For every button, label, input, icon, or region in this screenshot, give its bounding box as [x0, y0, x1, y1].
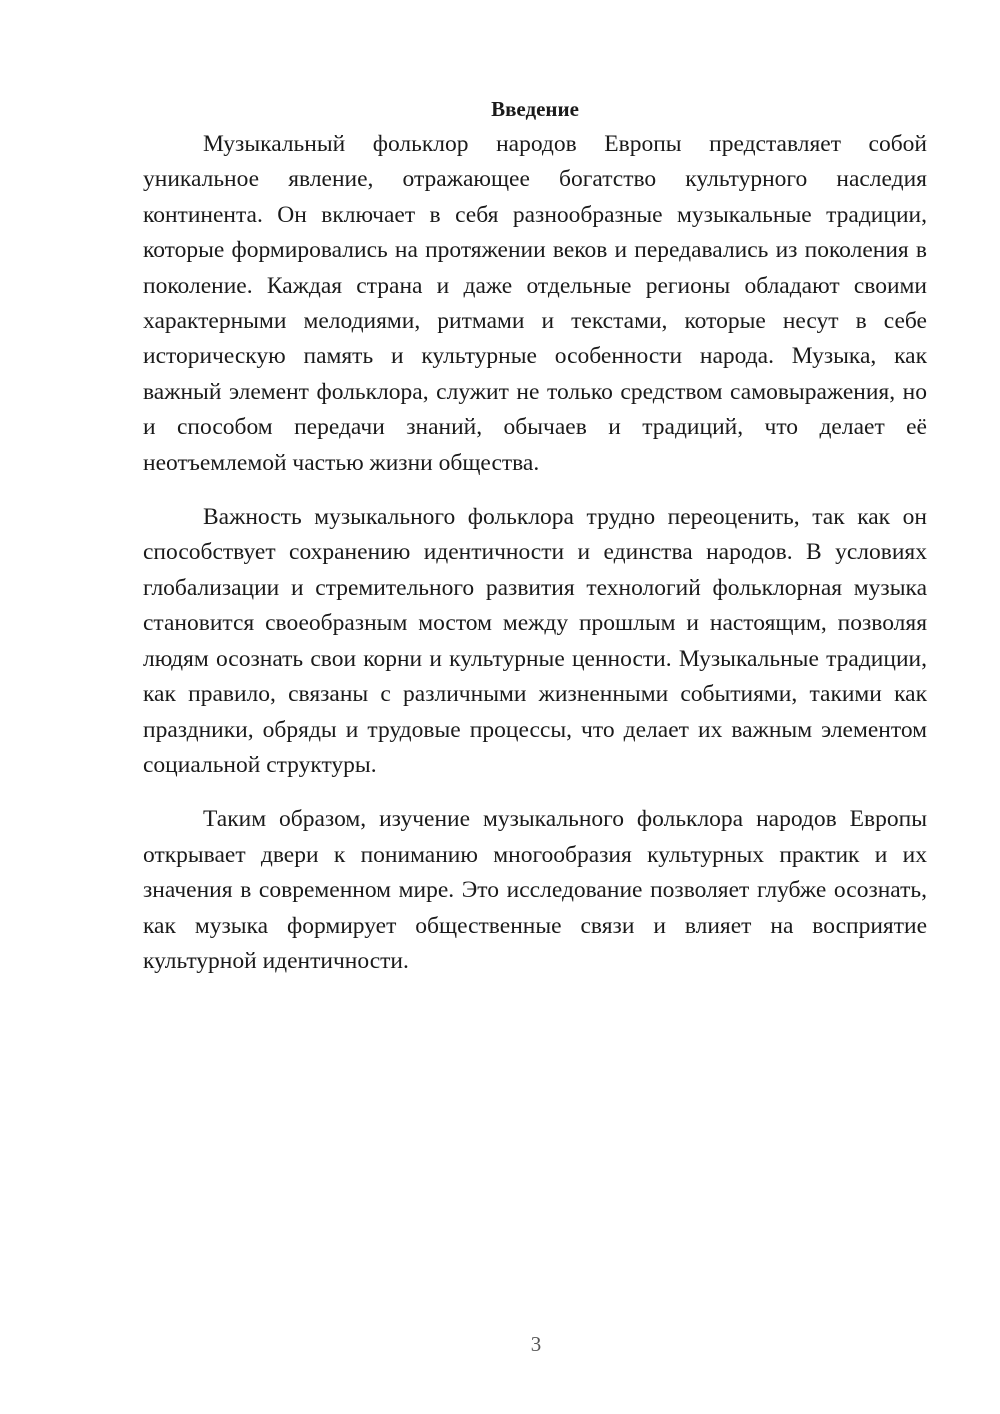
paragraph-1: Музыкальный фольклор народов Европы представляет собой уникальное явление, отражающее богатство культурного наследия континента. Он включает в себя разнообразные музыкальные традиции, которые формировались на протяжении веков и передавались из поколения в поколение. Каждая страна и даже отдельные регионы обладают своими характерными мелодиями, ритмами и текстами, которые несут в себе историческую память и культурные особенности народа. Музыка, как важный элемент фольклора, служит не только средством самовыражения, но и способом передачи знаний, обычаев и традиций, что делает её неотъемлемой частью жизни общества.: [143, 131, 927, 476]
paragraph-2: Важность музыкального фольклора трудно переоценить, так как он способствует сохранению идентичности и единства народов. В условиях глобализации и стремительного развития технологий фольклорная музыка становится своеобразным мостом между прошлым и настоящим, позволяя людям осознать свои корни и культурные ценности. Музыкальные традиции, как правило, связаны с различными жизненными событиями, такими как праздники, обряды и трудовые процессы, что делает их важным элементом социальной структуры.: [143, 504, 927, 778]
page-number: 3: [530, 1332, 542, 1356]
page-content: [143, 92, 927, 998]
section-title: Введение: [491, 97, 579, 121]
paragraph-3: Таким образом, изучение музыкального фольклора народов Европы открывает двери к пониманию многообразия культурных практик и их значения в современном мире. Это исследование позволяет глубже осознать, как музыка формирует общественные связи и влияет на восприятие культурной идентичности.: [143, 806, 927, 974]
